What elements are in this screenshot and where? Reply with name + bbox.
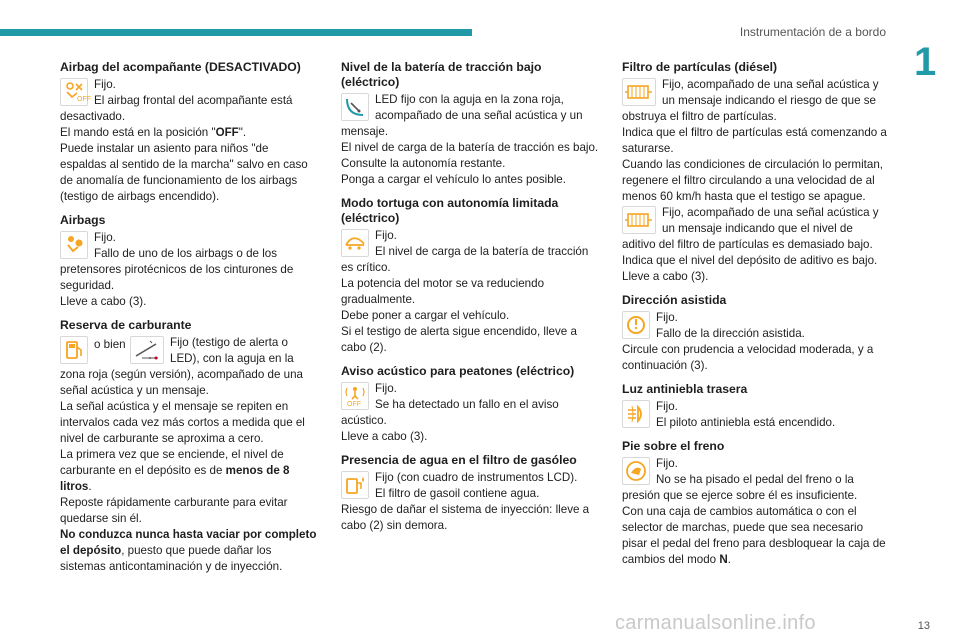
text-line: Debe poner a cargar el vehículo. xyxy=(341,309,510,322)
text-line: Fallo de la dirección asistida. xyxy=(656,327,805,340)
text-line: El filtro de gasoil contiene agua. xyxy=(375,487,540,500)
fuel-pump-icon xyxy=(60,336,88,364)
text-line: Fijo. xyxy=(94,231,116,244)
text-line: Fijo, acompañado de una señal acústica y un mensaje indicando que el nivel de aditivo del filtro de partículas es demasiado bajo. xyxy=(622,206,879,251)
text-line: Indica que el filtro de partículas está comenzando a saturarse. xyxy=(622,126,887,155)
section-title: Modo tortuga con autonomía limitada (eléctrico) xyxy=(341,196,559,225)
section-title: Nivel de la batería de tracción bajo (eléctrico) xyxy=(341,60,542,89)
text-line: Fijo. xyxy=(94,78,116,91)
section-particle-filter xyxy=(622,60,888,285)
rear-fog-light-icon xyxy=(622,400,650,428)
battery-gauge-icon xyxy=(341,93,369,121)
section-title: Airbags xyxy=(60,213,106,227)
section-power-steering xyxy=(622,293,888,374)
text-line: El nivel de carga de la batería de tracción es crítico. xyxy=(341,245,589,274)
text-line: El airbag frontal del acompañante está desactivado. xyxy=(60,94,293,123)
fuel-gauge-icon xyxy=(130,336,164,364)
text-line: El mando está en la posición "OFF". xyxy=(60,126,247,139)
water-in-diesel-icon xyxy=(341,471,369,499)
text-line: Reposte rápidamente carburante para evitar quedarse sin él. xyxy=(60,496,288,525)
text-line: Fallo de uno de los airbags o de los pretensores pirotécnicos de los cinturones de seguridad. xyxy=(60,247,294,292)
foot-on-brake-icon xyxy=(622,457,650,485)
text-line: Lleve a cabo (3). xyxy=(622,270,709,283)
page-number: 13 xyxy=(917,620,930,632)
text-line: La potencia del motor se va reduciendo gradualmente. xyxy=(341,277,545,306)
section-title: Airbag del acompañante (DESACTIVADO) xyxy=(60,60,301,74)
particle-filter-icon xyxy=(622,206,656,234)
text-line: El nivel de carga de la batería de tracción es bajo. xyxy=(341,141,599,154)
section-fuel-reserve xyxy=(60,318,318,575)
text-line: Fijo. xyxy=(656,311,678,324)
text-line: Lleve a cabo (3). xyxy=(341,430,428,443)
section-title: Aviso acústico para peatones (eléctrico) xyxy=(341,364,575,378)
text-line: Fijo. xyxy=(656,457,678,470)
airbag-off-icon xyxy=(60,78,91,106)
text-line: Fijo. xyxy=(375,382,397,395)
section-airbag-passenger xyxy=(60,60,318,205)
text-line: Se ha detectado un fallo en el aviso acústico. xyxy=(341,398,559,427)
text-line: Puede instalar un asiento para niños "de espaldas al sentido de la marcha" salvo en caso de anomalía de funcionamiento de los airbags (testigo de airbags encendido). xyxy=(60,142,308,203)
text-line: Lleve a cabo (3). xyxy=(60,295,147,308)
text-line: Fijo (con cuadro de instrumentos LCD). xyxy=(375,471,578,484)
section-title: Filtro de partículas (diésel) xyxy=(622,60,778,74)
particle-filter-icon xyxy=(622,78,656,106)
section-battery-low xyxy=(341,60,603,188)
text-line: La señal acústica y el mensaje se repiten en intervalos cada vez más cortos a medida que el nivel de carburante se aproxima a cero. xyxy=(60,400,305,445)
or-label: o bien xyxy=(94,338,126,351)
text-line: Fijo, acompañado de una señal acústica y un mensaje indicando el riesgo de que se obstruya el filtro de partículas. xyxy=(622,78,879,123)
text-line: Fijo. xyxy=(375,229,397,242)
text-line: Riesgo de dañar el sistema de inyección: lleve a cabo (2) sin demora. xyxy=(341,503,590,532)
svg-text:OFF: OFF xyxy=(77,96,91,103)
power-steering-icon xyxy=(622,311,650,339)
text-line: Fijo. xyxy=(656,400,678,413)
text-line: Con una caja de cambios automática o con el selector de marchas, puede que sea necesario pisar el pedal del freno para desbloquear la caja de cambios del modo N. xyxy=(622,505,886,566)
section-airbags xyxy=(60,213,318,310)
text-line: No se ha pisado el pedal del freno o la presión que se ejerce sobre él es insuficiente. xyxy=(622,473,858,502)
column-1 xyxy=(60,60,318,583)
section-rear-fog xyxy=(622,382,888,431)
text-line: No conduzca nunca hasta vaciar por completo el depósito, puesto que puede dañar los sistemas anticontaminación y de inyección. xyxy=(60,528,317,573)
column-2 xyxy=(341,60,603,542)
text-line: Cuando las condiciones de circulación lo permitan, regenere el filtro circulando a una velocidad de al menos 60 km/h hasta que el testigo se apague. xyxy=(622,158,884,203)
watermark: carmanualsonline.info xyxy=(615,612,816,634)
airbag-icon xyxy=(60,231,88,259)
header-accent-bar xyxy=(0,29,472,36)
text-line: Fijo (testigo de alerta o LED), con la aguja en la zona roja (según versión), acompañado de una señal acústica y un mensaje. xyxy=(60,336,303,397)
text-line: El piloto antiniebla está encendido. xyxy=(656,416,836,429)
section-title: Reserva de carburante xyxy=(60,318,192,332)
turtle-icon xyxy=(341,229,369,257)
section-title: Pie sobre el freno xyxy=(622,439,725,453)
section-title: Luz antiniebla trasera xyxy=(622,382,748,396)
section-water-in-diesel xyxy=(341,453,603,534)
text-line: La primera vez que se enciende, el nivel de carburante en el depósito es de menos de 8 litros. xyxy=(60,448,290,493)
running-header: Instrumentación de a bordo xyxy=(739,25,886,39)
text-line: Si el testigo de alerta sigue encendido, lleve a cabo (2). xyxy=(341,325,577,354)
section-turtle-mode xyxy=(341,196,603,356)
svg-text:OFF: OFF xyxy=(347,401,361,408)
section-foot-on-brake xyxy=(622,439,888,568)
section-title: Presencia de agua en el filtro de gasóleo xyxy=(341,453,577,467)
pedestrian-sound-off-icon xyxy=(341,382,369,410)
text-line: Circule con prudencia a velocidad moderada, y a continuación (3). xyxy=(622,343,874,372)
chapter-number: 1 xyxy=(914,40,937,84)
section-pedestrian-sound xyxy=(341,364,603,445)
section-title: Dirección asistida xyxy=(622,293,727,307)
text-line: Ponga a cargar el vehículo lo antes posible. xyxy=(341,173,566,186)
text-line: LED fijo con la aguja en la zona roja, acompañado de una señal acústica y un mensaje. xyxy=(341,93,583,138)
text-line: Consulte la autonomía restante. xyxy=(341,157,506,170)
column-3 xyxy=(622,60,888,576)
text-line: Indica que el nivel del depósito de aditivo es bajo. xyxy=(622,254,878,267)
